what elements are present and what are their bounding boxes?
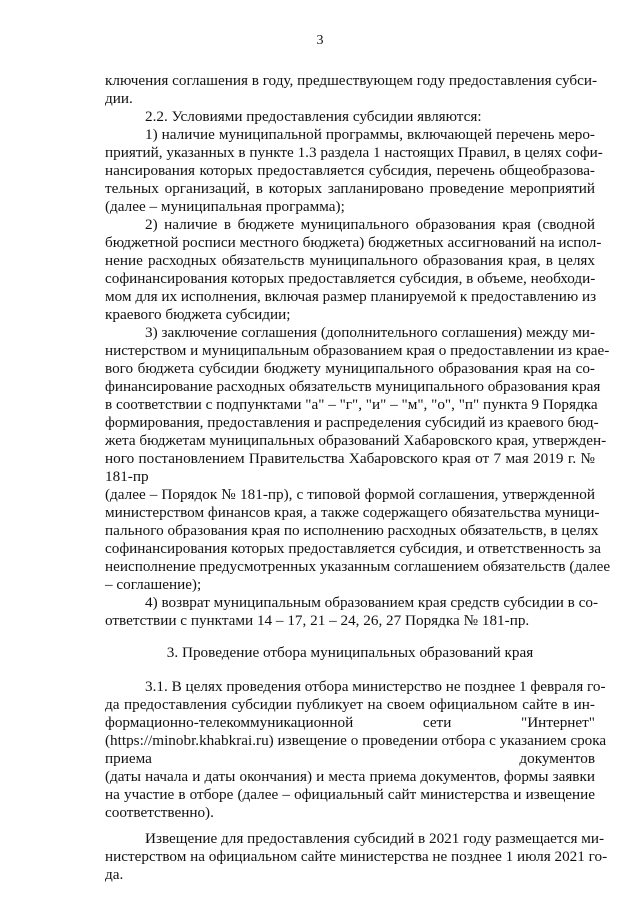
text-line: краевого бюджета субсидии; xyxy=(105,306,291,323)
text-line: вого бюджета субсидии бюджету муниципального образования края на со- xyxy=(105,360,595,377)
text-line: – соглашение); xyxy=(105,576,202,593)
text-line: нистерством и муниципальным образованием края о предоставлении из крае- xyxy=(105,342,610,359)
text-line: приятий, указанных в пункте 1.3 раздела 1 настоящих Правил, в целях софи- xyxy=(105,144,603,161)
text-line: финансирование расходных обязательств муниципального образования края xyxy=(105,378,601,395)
section-heading: 3. Проведение отбора муниципальных образований края xyxy=(166,644,534,661)
text-line: пального образования края по исполнению расходных обязательств, в целях xyxy=(105,522,599,539)
text-line: ного постановлением Правительства Хабаровского края от 7 мая 2019 г. № xyxy=(105,450,595,467)
text-line: министерством финансов края, а также содержащего обязательства муници- xyxy=(105,504,600,521)
text-line: на участие в отборе (далее – официальный сайт министерства и извещение xyxy=(105,786,595,803)
text-line: (далее – муниципальная программа); xyxy=(105,198,345,215)
text-line: дии. xyxy=(105,90,133,107)
text-line: да предоставления субсидии публикует на своем официальном сайте в ин- xyxy=(105,696,595,713)
text-line: ключения соглашения в году, предшествующем году предоставления субси- xyxy=(105,72,598,89)
text-line: 3.1. В целях проведения отбора министерство не позднее 1 февраля го- xyxy=(145,678,606,695)
text-line: нистерством на официальном сайте министерства не позднее 1 июля 2021 го- xyxy=(105,848,608,865)
text-line: 2) наличие в бюджете муниципального образования края (сводной xyxy=(145,216,595,233)
text-line: соответственно). xyxy=(105,804,214,821)
text-line: жета бюджетам муниципальных образований Хабаровского края, утвержден- xyxy=(105,432,607,449)
text-line: Извещение для предоставления субсидий в 2021 году размещается ми- xyxy=(145,830,605,847)
page-number: 3 xyxy=(316,33,324,48)
text-line: мом для их исполнения, включая размер планируемой к предоставлению из xyxy=(105,288,597,305)
text-line: (https://minobr.khabkrai.ru) извещение о проведении отбора с указанием срока xyxy=(105,732,607,749)
text-line: 3) заключение соглашения (дополнительного соглашения) между ми- xyxy=(145,324,595,341)
text-line: неисполнение предусмотренных указанным соглашением обязательств (далее xyxy=(105,558,611,575)
text-line: бюджетной росписи местного бюджета) бюджетных ассигнований на испол- xyxy=(105,234,602,251)
text-line: 2.2. Условиями предоставления субсидии являются: xyxy=(145,108,482,125)
text-line: нение расходных обязательств муниципального образования края, в целях xyxy=(105,252,595,269)
text-line: тельных организаций, в которых запланировано проведение мероприятий xyxy=(105,180,595,197)
text-line: нансирования которых предоставляется субсидия, перечень общеобразова- xyxy=(105,162,595,179)
text-line: 181-пр xyxy=(105,468,149,485)
text-line: формационно-телекоммуникационной сети "Интернет" xyxy=(105,714,595,731)
text-line: 4) возврат муниципальным образованием края средств субсидии в со- xyxy=(145,594,599,611)
text-line: 1) наличие муниципальной программы, включающей перечень меро- xyxy=(145,126,595,143)
text-line: да. xyxy=(105,866,124,883)
text-line: софинансирования которых предоставляется субсидия, в объеме, необходи- xyxy=(105,270,596,287)
text-line: в соответствии с подпунктами "а" – "г", "и" – "м", "о", "п" пункта 9 Порядка xyxy=(105,396,598,413)
text-line: формирования, предоставления и распределения субсидий из краевого бюд- xyxy=(105,414,599,431)
text-line: ответствии с пунктами 14 – 17, 21 – 24, 26, 27 Порядка № 181-пр. xyxy=(105,612,530,629)
text-line: приема документов xyxy=(105,750,595,767)
text-line: (даты начала и даты окончания) и места приема документов, формы заявки xyxy=(105,768,595,785)
text-line: (далее – Порядок № 181-пр), с типовой формой соглашения, утвержденной xyxy=(105,486,595,503)
text-line: софинансирования которых предоставляется субсидия, и ответственность за xyxy=(105,540,602,557)
